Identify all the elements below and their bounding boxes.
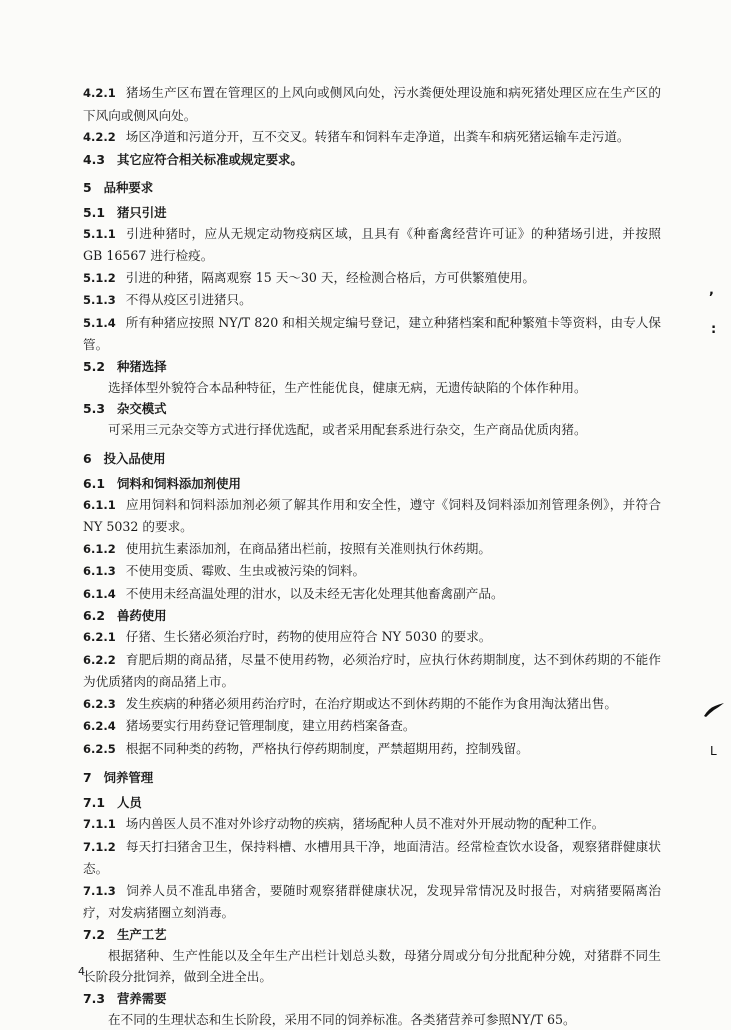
section-7-heading: 7 饲养管理 [83, 767, 661, 788]
clause-5-3-heading: 5.3 杂交模式 [83, 398, 661, 419]
page-number: 4 [78, 965, 85, 978]
document-body [83, 82, 661, 1030]
clause-7-1-2: 7.1.2 每天打扫猪舍卫生，保持料槽、水槽用具干净，地面清洁。经常检查饮水设备，观察猪群健康状态。 [83, 836, 661, 880]
clause-7-3-heading: 7.3 营养需要 [83, 988, 661, 1009]
clause-6-2-4: 6.2.4 猪场要实行用药登记管理制度，建立用药档案备查。 [83, 715, 661, 738]
clause-7-1-1: 7.1.1 场内兽医人员不准对外诊疗动物的疾病，猪场配种人员不准对外开展动物的配种工作。 [83, 813, 661, 836]
clause-4-2-1: 4.2.1 猪场生产区布置在管理区的上风向或侧风向处，污水粪便处理设施和病死猪处理区应在生产区的下风向或侧风向处。 [83, 82, 661, 126]
clause-7-2-heading: 7.2 生产工艺 [83, 924, 661, 945]
clause-7-1-heading: 7.1 人员 [83, 792, 661, 813]
clause-7-3-body: 在不同的生理状态和生长阶段，采用不同的饲养标准。各类猪营养可参照NY/T 65。 [83, 1009, 661, 1030]
clause-6-1-3: 6.1.3 不使用变质、霉败、生虫或被污染的饲料。 [83, 560, 661, 583]
section-5-heading: 5 品种要求 [83, 177, 661, 198]
clause-5-2-body: 选择体型外貌符合本品种特征，生产性能优良，健康无病，无遗传缺陷的个体作种用。 [83, 377, 661, 399]
clause-6-1-heading: 6.1 饲料和饲料添加剂使用 [83, 473, 661, 494]
clause-5-1-1: 5.1.1 引进种猪时，应从无规定动物疫病区域，且具有《种畜禽经营许可证》的种猪场引进，并按照GB 16567 进行检疫。 [83, 223, 661, 267]
margin-mark-colon: : [711, 322, 716, 337]
clause-6-1-2: 6.1.2 使用抗生素添加剂，在商品猪出栏前，按照有关准则执行休药期。 [83, 538, 661, 561]
margin-ink-blot [703, 702, 725, 718]
margin-mark-l: L [710, 744, 717, 758]
clause-5-2-heading: 5.2 种猪选择 [83, 356, 661, 377]
margin-mark-comma: , [709, 283, 714, 298]
clause-6-2-3: 6.2.3 发生疾病的种猪必须用药治疗时，在治疗期或达不到休药期的不能作为食用淘汰猪出售。 [83, 693, 661, 716]
clause-6-2-1: 6.2.1 仔猪、生长猪必须治疗时，药物的使用应符合 NY 5030 的要求。 [83, 626, 661, 649]
clause-5-3-body: 可采用三元杂交等方式进行择优选配，或者采用配套系进行杂交，生产商品优质肉猪。 [83, 419, 661, 441]
clause-5-1-2: 5.1.2 引进的种猪，隔离观察 15 天～30 天，经检测合格后，方可供繁殖使用。 [83, 267, 661, 290]
clause-5-1-heading: 5.1 猪只引进 [83, 202, 661, 223]
clause-4-3: 4.3 其它应符合相关标准或规定要求。 [83, 149, 661, 170]
clause-5-1-4: 5.1.4 所有种猪应按照 NY/T 820 和相关规定编号登记，建立种猪档案和配种繁殖卡等资料，由专人保管。 [83, 312, 661, 356]
clause-6-1-1: 6.1.1 应用饲料和饲料添加剂必须了解其作用和安全性，遵守《饲料及饲料添加剂管理条例》，并符合 NY 5032 的要求。 [83, 494, 661, 538]
clause-6-2-2: 6.2.2 育肥后期的商品猪，尽量不使用药物，必须治疗时，应执行休药期制度，达不到休药期的不能作为优质猪肉的商品猪上市。 [83, 649, 661, 693]
clause-6-2-5: 6.2.5 根据不同种类的药物，严格执行停药期制度，严禁超期用药，控制残留。 [83, 738, 661, 761]
clause-4-2-2: 4.2.2 场区净道和污道分开，互不交叉。转猪车和饲料车走净道，出粪车和病死猪运输车走污道。 [83, 126, 661, 149]
clause-7-1-3: 7.1.3 饲养人员不准乱串猪舍，要随时观察猪群健康状况，发现异常情况及时报告，对病猪要隔离治疗，对发病猪圈立刻消毒。 [83, 880, 661, 924]
clause-6-1-4: 6.1.4 不使用未经高温处理的泔水，以及未经无害化处理其他畜禽副产品。 [83, 583, 661, 606]
clause-6-2-heading: 6.2 兽药使用 [83, 605, 661, 626]
clause-5-1-3: 5.1.3 不得从疫区引进猪只。 [83, 289, 661, 312]
section-6-heading: 6 投入品使用 [83, 448, 661, 469]
clause-7-2-body: 根据猪种、生产性能以及全年生产出栏计划总头数，母猪分周或分旬分批配种分娩，对猪群不同生长阶段分批饲养，做到全进全出。 [83, 945, 661, 988]
